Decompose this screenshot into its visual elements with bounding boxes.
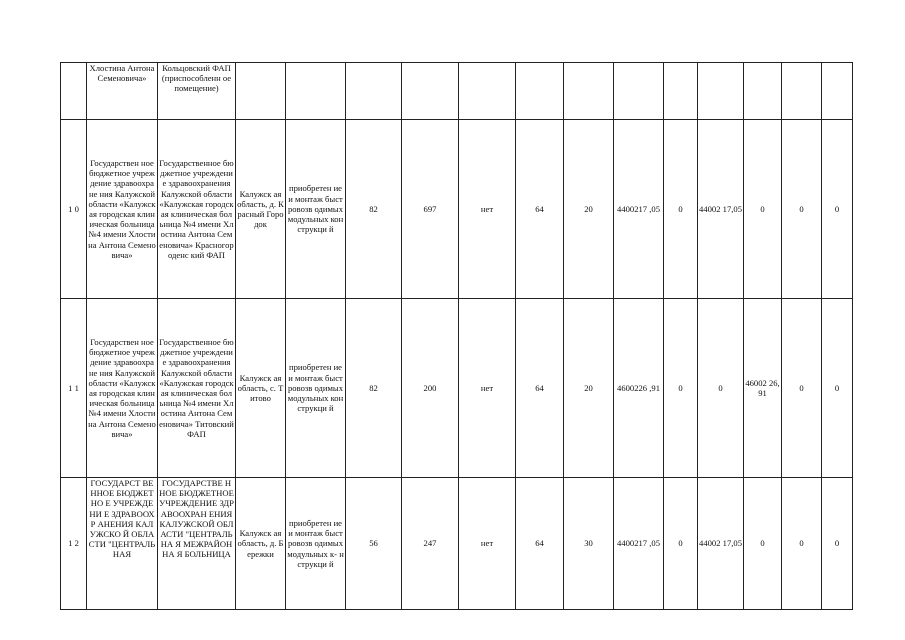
facility-cell: ГОСУДАРСТВЕ ННОЕ БЮДЖЕТНОЕ УЧРЕЖДЕНИЕ ЗДРАВООХРАН ЕНИЯ КАЛУЖСКОЙ ОБЛАСТИ "ЦЕНТРАЛЬНА Я МЕЖРАЙОННА Я БОЛЬНИЦА	[158, 478, 236, 610]
table-row	[61, 120, 853, 299]
facilities-table	[60, 62, 853, 610]
row-number: 1 0	[61, 120, 87, 299]
organization-cell: Государствен ное бюджетное учреждение здравоохране ния Калужской области «Калужская городская клиническая больница №4 имени Хлостина Антона Семеновича»	[87, 299, 158, 478]
value-cell: 0	[698, 299, 744, 478]
value-cell: 46002 26,91	[744, 299, 782, 478]
organization-cell: Государствен ное бюджетное учреждение здравоохране ния Калужской области «Калужская городская клиническая больница №4 имени Хлостина Антона Семеновича»	[87, 120, 158, 299]
value-cell: нет	[459, 120, 516, 299]
value-cell: 0	[664, 478, 698, 610]
table-row	[61, 299, 853, 478]
organization-cell: Хлостина Антона Семеновича»	[87, 63, 158, 120]
value-cell: 0	[822, 120, 853, 299]
action-cell: приобретен ие и монтаж быстровозв одимых модульных конструкци й	[286, 299, 346, 478]
value-cell: 0	[782, 478, 822, 610]
value-cell: 64	[516, 478, 564, 610]
location-cell	[236, 63, 286, 120]
value-cell: нет	[459, 299, 516, 478]
value-cell: 56	[346, 478, 402, 610]
value-cell	[564, 63, 614, 120]
action-cell: приобретен ие и монтаж быстровозв одимых модульных к- нструкци й	[286, 478, 346, 610]
table-row	[61, 478, 853, 610]
facility-cell: Кольцовский ФАП (приспособленн ое помещение)	[158, 63, 236, 120]
value-cell: 0	[744, 120, 782, 299]
value-cell: 4600226 ,91	[614, 299, 664, 478]
value-cell: 4400217 ,05	[614, 120, 664, 299]
row-number: 1 1	[61, 299, 87, 478]
value-cell	[822, 63, 853, 120]
value-cell: 4400217 ,05	[614, 478, 664, 610]
value-cell	[744, 63, 782, 120]
value-cell: 0	[664, 120, 698, 299]
location-cell: Калужск ая область, д. Красный Городок	[236, 120, 286, 299]
location-cell: Калужск ая область, с. Титово	[236, 299, 286, 478]
value-cell: 247	[402, 478, 459, 610]
value-cell: 44002 17,05	[698, 120, 744, 299]
table-row	[61, 63, 853, 120]
value-cell: 0	[782, 120, 822, 299]
value-cell: 0	[664, 299, 698, 478]
facility-cell: Государственное бюджетное учреждение здравоохранения Калужской области «Калужская городская клиническая больница №4 имени Хлостина Антона Семеновича» Титовский ФАП	[158, 299, 236, 478]
value-cell: нет	[459, 478, 516, 610]
value-cell: 30	[564, 478, 614, 610]
value-cell	[346, 63, 402, 120]
facility-cell: Государственное бюджетное учреждение здравоохранения Калужской области «Калужская городская клиническая больница №4 имени Хлостина Антона Семеновича» Красногороденс кий ФАП	[158, 120, 236, 299]
value-cell	[698, 63, 744, 120]
value-cell: 0	[744, 478, 782, 610]
value-cell	[516, 63, 564, 120]
action-cell: приобретен ие и монтаж быстровозв одимых модульных конструкци й	[286, 120, 346, 299]
value-cell: 82	[346, 299, 402, 478]
value-cell: 20	[564, 299, 614, 478]
action-cell	[286, 63, 346, 120]
value-cell: 44002 17,05	[698, 478, 744, 610]
value-cell	[459, 63, 516, 120]
organization-cell: ГОСУДАРСТ ВЕННОЕ БЮДЖЕТНО Е УЧРЕЖДЕНИ Е ЗДРАВООХР АНЕНИЯ КАЛУЖСКО Й ОБЛАСТИ "ЦЕНТРАЛЬ НАЯ	[87, 478, 158, 610]
value-cell	[614, 63, 664, 120]
value-cell	[402, 63, 459, 120]
row-number	[61, 63, 87, 120]
value-cell: 697	[402, 120, 459, 299]
value-cell: 64	[516, 299, 564, 478]
value-cell: 82	[346, 120, 402, 299]
value-cell	[782, 63, 822, 120]
location-cell: Калужск ая область, д. Бережки	[236, 478, 286, 610]
value-cell: 64	[516, 120, 564, 299]
value-cell: 0	[782, 299, 822, 478]
value-cell: 200	[402, 299, 459, 478]
row-number: 1 2	[61, 478, 87, 610]
value-cell: 0	[822, 299, 853, 478]
value-cell: 20	[564, 120, 614, 299]
value-cell: 0	[822, 478, 853, 610]
value-cell	[664, 63, 698, 120]
